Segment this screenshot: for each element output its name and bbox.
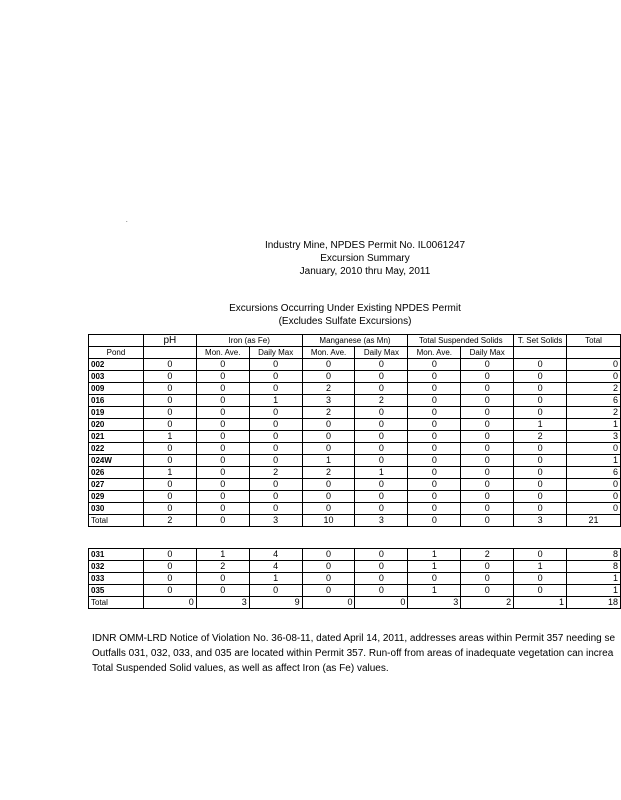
cell-value: 0 [355, 443, 408, 455]
cell-value: 6 [567, 395, 621, 407]
cell-value: 0 [355, 431, 408, 443]
cell-value: 0 [408, 383, 461, 395]
cell-value: 0 [143, 371, 196, 383]
table-row [89, 491, 621, 503]
cell-value: 0 [514, 503, 567, 515]
cell-value: 2 [514, 431, 567, 443]
cell-value: 0 [302, 443, 355, 455]
pond-id: 022 [89, 443, 144, 455]
cell-value: 0 [514, 467, 567, 479]
cell-value: 1 [514, 561, 567, 573]
cell-value: 1 [143, 431, 196, 443]
cell-value: 0 [143, 491, 196, 503]
cell-value: 0 [567, 491, 621, 503]
table-caption: Excursions Occurring Under Existing NPDES Permit [229, 303, 461, 314]
cell-value: 0 [567, 503, 621, 515]
cell-value: 3 [567, 431, 621, 443]
pond-id: 009 [89, 383, 144, 395]
cell-value: 8 [567, 561, 621, 573]
cell-value: 0 [249, 585, 302, 597]
pond-id: 003 [89, 371, 144, 383]
cell-value: 0 [196, 371, 249, 383]
date-range: January, 2010 thru May, 2011 [299, 266, 431, 277]
table-row [89, 443, 621, 455]
cell-value: 0 [514, 549, 567, 561]
total-value: 0 [355, 597, 408, 609]
cell-value: 0 [249, 359, 302, 371]
table-row [89, 455, 621, 467]
cell-value: 1 [302, 455, 355, 467]
cell-value: 0 [408, 359, 461, 371]
cell-value: 0 [196, 455, 249, 467]
table-row [89, 431, 621, 443]
pond-id: 035 [89, 585, 144, 597]
cell-value: 1 [408, 561, 461, 573]
pond-header: Pond [89, 347, 144, 359]
cell-value: 0 [196, 503, 249, 515]
cell-value: 0 [514, 443, 567, 455]
cell-value: 3 [302, 395, 355, 407]
cell-value: 0 [355, 419, 408, 431]
cell-value: 1 [355, 467, 408, 479]
cell-value: 0 [196, 407, 249, 419]
table-caption-note: (Excludes Sulfate Excursions) [278, 316, 412, 327]
cell-value: 0 [143, 479, 196, 491]
cell-value: 0 [514, 455, 567, 467]
cell-value: 0 [408, 419, 461, 431]
total-value: 3 [408, 597, 461, 609]
cell-value: 0 [143, 455, 196, 467]
pond-id: 016 [89, 395, 144, 407]
cell-value: 0 [143, 383, 196, 395]
mn-mon-ave-header: Mon. Ave. [302, 347, 355, 359]
table-row [89, 573, 621, 585]
total-value: 0 [408, 515, 461, 527]
cell-value: 0 [302, 371, 355, 383]
cell-value: 0 [143, 419, 196, 431]
cell-value: 0 [249, 419, 302, 431]
tss-mon-ave-header: Mon. Ave. [408, 347, 461, 359]
cell-value: 0 [196, 585, 249, 597]
cell-value: 0 [408, 479, 461, 491]
total-value: 3 [249, 515, 302, 527]
cell-value: 0 [249, 431, 302, 443]
pond-id: 032 [89, 561, 144, 573]
cell-value: 2 [461, 549, 514, 561]
iron-daily-max-header: Daily Max [249, 347, 302, 359]
cell-value: 6 [567, 467, 621, 479]
cell-value: 0 [408, 503, 461, 515]
cell-value: 0 [249, 443, 302, 455]
cell-value: 0 [196, 467, 249, 479]
pond-id: 030 [89, 503, 144, 515]
cell-value: 0 [249, 479, 302, 491]
footnote-line-1: IDNR OMM-LRD Notice of Violation No. 36-08-11, dated April 14, 2011, addresses areas within Permit 357 needing se [92, 633, 616, 644]
cell-value: 0 [249, 383, 302, 395]
cell-value: 0 [143, 503, 196, 515]
cell-value: 0 [355, 359, 408, 371]
ph-subheader [143, 347, 196, 359]
cell-value: 2 [249, 467, 302, 479]
cell-value: 0 [408, 443, 461, 455]
cell-value: 0 [249, 455, 302, 467]
pond-id: 020 [89, 419, 144, 431]
cell-value: 0 [514, 359, 567, 371]
cell-value: 2 [302, 407, 355, 419]
cell-value: 0 [355, 573, 408, 585]
table-row [89, 561, 621, 573]
cell-value: 0 [302, 585, 355, 597]
cell-value: 1 [514, 419, 567, 431]
cell-value: 0 [196, 383, 249, 395]
tss-header: Total Suspended Solids [408, 335, 514, 347]
cell-value: 0 [408, 491, 461, 503]
table-row [89, 585, 621, 597]
tset-subheader [514, 347, 567, 359]
cell-value: 0 [514, 479, 567, 491]
iron-mon-ave-header: Mon. Ave. [196, 347, 249, 359]
tss-daily-max-header: Daily Max [461, 347, 514, 359]
cell-value: 0 [514, 573, 567, 585]
cell-value: 0 [302, 549, 355, 561]
cell-value: 0 [143, 407, 196, 419]
total-value: 10 [302, 515, 355, 527]
cell-value: 0 [514, 395, 567, 407]
cell-value: 0 [461, 419, 514, 431]
document-title: Industry Mine, NPDES Permit No. IL0061247 [264, 240, 466, 251]
cell-value: 0 [355, 371, 408, 383]
cell-value: 0 [408, 467, 461, 479]
pond-header-top [89, 335, 144, 347]
cell-value: 0 [302, 431, 355, 443]
cell-value: 8 [567, 549, 621, 561]
cell-value: 0 [355, 479, 408, 491]
total-label: Total [89, 515, 144, 527]
cell-value: 0 [249, 491, 302, 503]
table-row [89, 467, 621, 479]
table-row [89, 395, 621, 407]
cell-value: 0 [514, 383, 567, 395]
cell-value: 0 [143, 443, 196, 455]
pond-id: 024W [89, 455, 144, 467]
cell-value: 0 [302, 573, 355, 585]
cell-value: 1 [249, 573, 302, 585]
total-value: 18 [567, 597, 621, 609]
cell-value: 0 [461, 383, 514, 395]
cell-value: 2 [567, 383, 621, 395]
table-row [89, 503, 621, 515]
cell-value: 2 [196, 561, 249, 573]
cell-value: 0 [461, 561, 514, 573]
ph-header: pH [143, 335, 196, 347]
pond-id: 019 [89, 407, 144, 419]
total-label: Total [89, 597, 144, 609]
cell-value: 0 [143, 359, 196, 371]
cell-value: 0 [355, 383, 408, 395]
cell-value: 0 [514, 371, 567, 383]
cell-value: 0 [408, 407, 461, 419]
pond-id: 002 [89, 359, 144, 371]
excursion-table [88, 334, 621, 527]
footnote-line-3: Total Suspended Solid values, as well as affect Iron (as Fe) values. [92, 663, 389, 674]
cell-value: 0 [143, 395, 196, 407]
cell-value: 0 [461, 491, 514, 503]
mn-daily-max-header: Daily Max [355, 347, 408, 359]
cell-value: 4 [249, 549, 302, 561]
cell-value: 0 [355, 491, 408, 503]
cell-value: 2 [302, 467, 355, 479]
pond-id: 031 [89, 549, 144, 561]
document-subtitle: Excursion Summary [320, 253, 410, 264]
total-value: 3 [514, 515, 567, 527]
cell-value: 0 [461, 455, 514, 467]
cell-value: 2 [355, 395, 408, 407]
cell-value: 0 [567, 359, 621, 371]
cell-value: 0 [355, 503, 408, 515]
cell-value: 0 [461, 585, 514, 597]
cell-value: 2 [567, 407, 621, 419]
cell-value: 0 [514, 491, 567, 503]
total-row [89, 597, 621, 609]
cell-value: 0 [196, 395, 249, 407]
cell-value: 1 [408, 585, 461, 597]
total-value: 2 [143, 515, 196, 527]
cell-value: 0 [408, 371, 461, 383]
pond-id: 027 [89, 479, 144, 491]
cell-value: 0 [196, 443, 249, 455]
cell-value: 0 [355, 585, 408, 597]
total-value: 2 [461, 597, 514, 609]
cell-value: 0 [249, 407, 302, 419]
total-value: 0 [196, 515, 249, 527]
total-row [89, 515, 621, 527]
cell-value: 0 [355, 549, 408, 561]
iron-header: Iron (as Fe) [196, 335, 302, 347]
cell-value: 1 [143, 467, 196, 479]
table-row [89, 383, 621, 395]
cell-value: 0 [196, 359, 249, 371]
cell-value: 0 [567, 479, 621, 491]
cell-value: 1 [408, 549, 461, 561]
cell-value: 0 [514, 407, 567, 419]
total-header: Total [567, 335, 621, 347]
cell-value: 0 [461, 359, 514, 371]
cell-value: 0 [196, 491, 249, 503]
tset-header: T. Set Solids [514, 335, 567, 347]
cell-value: 1 [249, 395, 302, 407]
total-value: 0 [461, 515, 514, 527]
cell-value: 1 [567, 455, 621, 467]
total-subheader [567, 347, 621, 359]
table-row [89, 407, 621, 419]
cell-value: 0 [461, 503, 514, 515]
cell-value: 1 [567, 585, 621, 597]
cell-value: 0 [461, 443, 514, 455]
cell-value: 0 [302, 359, 355, 371]
cell-value: 0 [408, 573, 461, 585]
footnote-line-2: Outfalls 031, 032, 033, and 035 are located within Permit 357. Run-off from areas of inadequate vegetation can increa [92, 648, 614, 659]
table-row [89, 359, 621, 371]
cell-value: 0 [461, 407, 514, 419]
total-value: 1 [514, 597, 567, 609]
cell-value: 0 [514, 585, 567, 597]
cell-value: 0 [196, 431, 249, 443]
cell-value: 0 [461, 573, 514, 585]
total-value: 0 [302, 597, 355, 609]
manganese-header: Manganese (as Mn) [302, 335, 408, 347]
stray-mark: . [126, 218, 128, 224]
cell-value: 0 [302, 491, 355, 503]
cell-value: 2 [302, 383, 355, 395]
total-value: 3 [196, 597, 249, 609]
total-value: 9 [249, 597, 302, 609]
pond-id: 026 [89, 467, 144, 479]
cell-value: 0 [408, 431, 461, 443]
cell-value: 0 [461, 395, 514, 407]
cell-value: 0 [196, 573, 249, 585]
cell-value: 0 [355, 407, 408, 419]
total-value: 3 [355, 515, 408, 527]
cell-value: 0 [408, 395, 461, 407]
cell-value: 0 [355, 455, 408, 467]
total-value: 21 [567, 515, 621, 527]
cell-value: 0 [408, 455, 461, 467]
cell-value: 0 [302, 561, 355, 573]
table-row [89, 479, 621, 491]
cell-value: 1 [196, 549, 249, 561]
cell-value: 0 [196, 479, 249, 491]
pond-id: 033 [89, 573, 144, 585]
cell-value: 1 [567, 419, 621, 431]
cell-value: 0 [143, 573, 196, 585]
table-row [89, 549, 621, 561]
cell-value: 0 [249, 371, 302, 383]
cell-value: 0 [461, 371, 514, 383]
cell-value: 0 [302, 479, 355, 491]
cell-value: 0 [461, 431, 514, 443]
cell-value: 0 [143, 549, 196, 561]
permit-357-table [88, 548, 621, 609]
cell-value: 0 [143, 561, 196, 573]
cell-value: 0 [461, 467, 514, 479]
cell-value: 1 [567, 573, 621, 585]
cell-value: 0 [302, 503, 355, 515]
total-value: 0 [143, 597, 196, 609]
pond-id: 029 [89, 491, 144, 503]
cell-value: 0 [567, 443, 621, 455]
cell-value: 0 [567, 371, 621, 383]
cell-value: 0 [196, 419, 249, 431]
cell-value: 0 [461, 479, 514, 491]
cell-value: 0 [249, 503, 302, 515]
cell-value: 0 [302, 419, 355, 431]
table-row [89, 419, 621, 431]
cell-value: 0 [143, 585, 196, 597]
pond-id: 021 [89, 431, 144, 443]
table-row [89, 371, 621, 383]
cell-value: 4 [249, 561, 302, 573]
cell-value: 0 [355, 561, 408, 573]
